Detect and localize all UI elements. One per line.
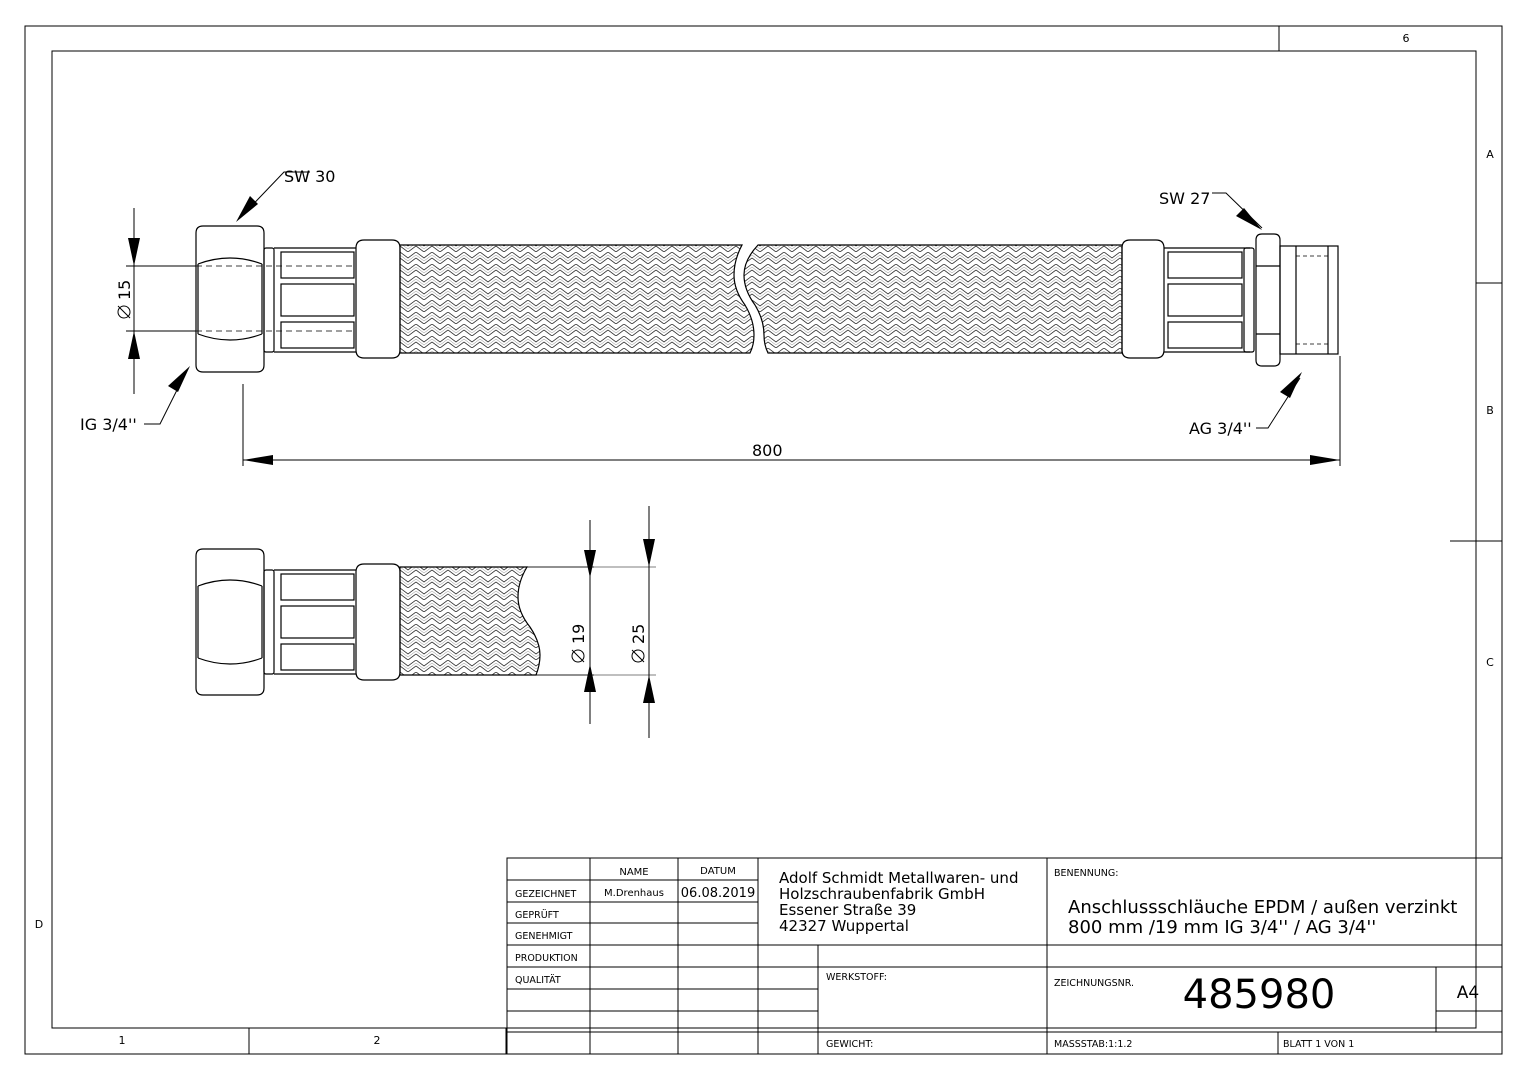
hose-inner-diameter-label: 19 (569, 623, 588, 644)
left-ferrule (274, 248, 356, 352)
right-hex-nut (1256, 234, 1280, 366)
right-crimp-sleeve (1122, 240, 1164, 358)
detail-dimension-text (569, 624, 648, 662)
drafter-name: M.Drenhaus (604, 888, 664, 899)
right-thread-label: AG 3/4'' (1189, 419, 1252, 438)
detail-view-dimensions (590, 506, 649, 738)
left-wrench-size-label: SW 30 (284, 167, 336, 186)
row-label-geprueft: GEPRÜFT (515, 910, 559, 921)
werkstoff-label: WERKSTOFF: (826, 972, 887, 983)
company-name-line: Adolf Schmidt Metallwaren- und (779, 869, 1019, 887)
detail-hex-nut (196, 549, 264, 695)
benennung-label: BENENNUNG: (1054, 868, 1119, 879)
zone-bottom-label: 2 (373, 1034, 381, 1047)
row-label-gezeichnet: GEZEICHNET (515, 889, 577, 900)
zone-right-label: C (1486, 656, 1494, 669)
benennung-line: Anschlussschläuche EPDM / außen verzinkt (1068, 897, 1458, 918)
detail-view-hose (196, 549, 656, 695)
braided-hose-left (400, 245, 754, 353)
left-crimp-sleeve (356, 240, 400, 358)
scale-label: MASSSTAB:1:1.2 (1054, 1039, 1133, 1050)
zeichnungsnr-label: ZEICHNUNGSNR. (1054, 978, 1135, 989)
row-label-genehmigt: GENEHMIGT (515, 931, 573, 942)
left-thread-label: IG 3/4'' (80, 415, 137, 434)
overall-length-label: 800 (752, 441, 783, 460)
zone-labels (35, 32, 1494, 1047)
gewicht-label: GEWICHT: (826, 1039, 874, 1050)
company-address-line: 42327 Wuppertal (779, 917, 909, 935)
zone-right-label: A (1486, 148, 1494, 161)
sheet-count-label: BLATT 1 VON 1 (1283, 1039, 1355, 1050)
row-label-produktion: PRODUKTION (515, 953, 578, 964)
right-ferrule (1164, 248, 1250, 352)
detail-ferrule (274, 570, 356, 674)
zone-top-label: 6 (1402, 32, 1410, 45)
drawing-number: 485980 (1182, 972, 1336, 1018)
sheet-format: A4 (1456, 983, 1480, 1003)
benennung-line: 800 mm /19 mm IG 3/4'' / AG 3/4'' (1068, 917, 1377, 938)
row-label-qualitaet: QUALITÄT (515, 975, 561, 986)
zone-bottom-label: 1 (118, 1034, 126, 1047)
detail-arrowheads (584, 539, 655, 703)
company-address-line: Essener Straße 39 (779, 901, 917, 919)
detail-braided-hose (400, 567, 540, 675)
column-header-date: DATUM (700, 866, 736, 877)
company-name-line: Holzschraubenfabrik GmbH (779, 885, 986, 903)
hose-outer-diameter-label: 25 (629, 623, 648, 644)
male-thread-end (1280, 246, 1338, 354)
column-header-name: NAME (619, 867, 649, 878)
zone-left-label: D (34, 918, 44, 931)
title-block-text (515, 866, 1479, 1050)
braided-hose-right (744, 245, 1122, 353)
right-wrench-size-label: SW 27 (1159, 189, 1211, 208)
bore-diameter-label: 15 (115, 279, 134, 300)
zone-right-label: B (1486, 404, 1494, 417)
main-view-hose (196, 226, 1338, 372)
detail-crimp-sleeve (356, 564, 400, 680)
drawn-date: 06.08.2019 (680, 886, 756, 901)
